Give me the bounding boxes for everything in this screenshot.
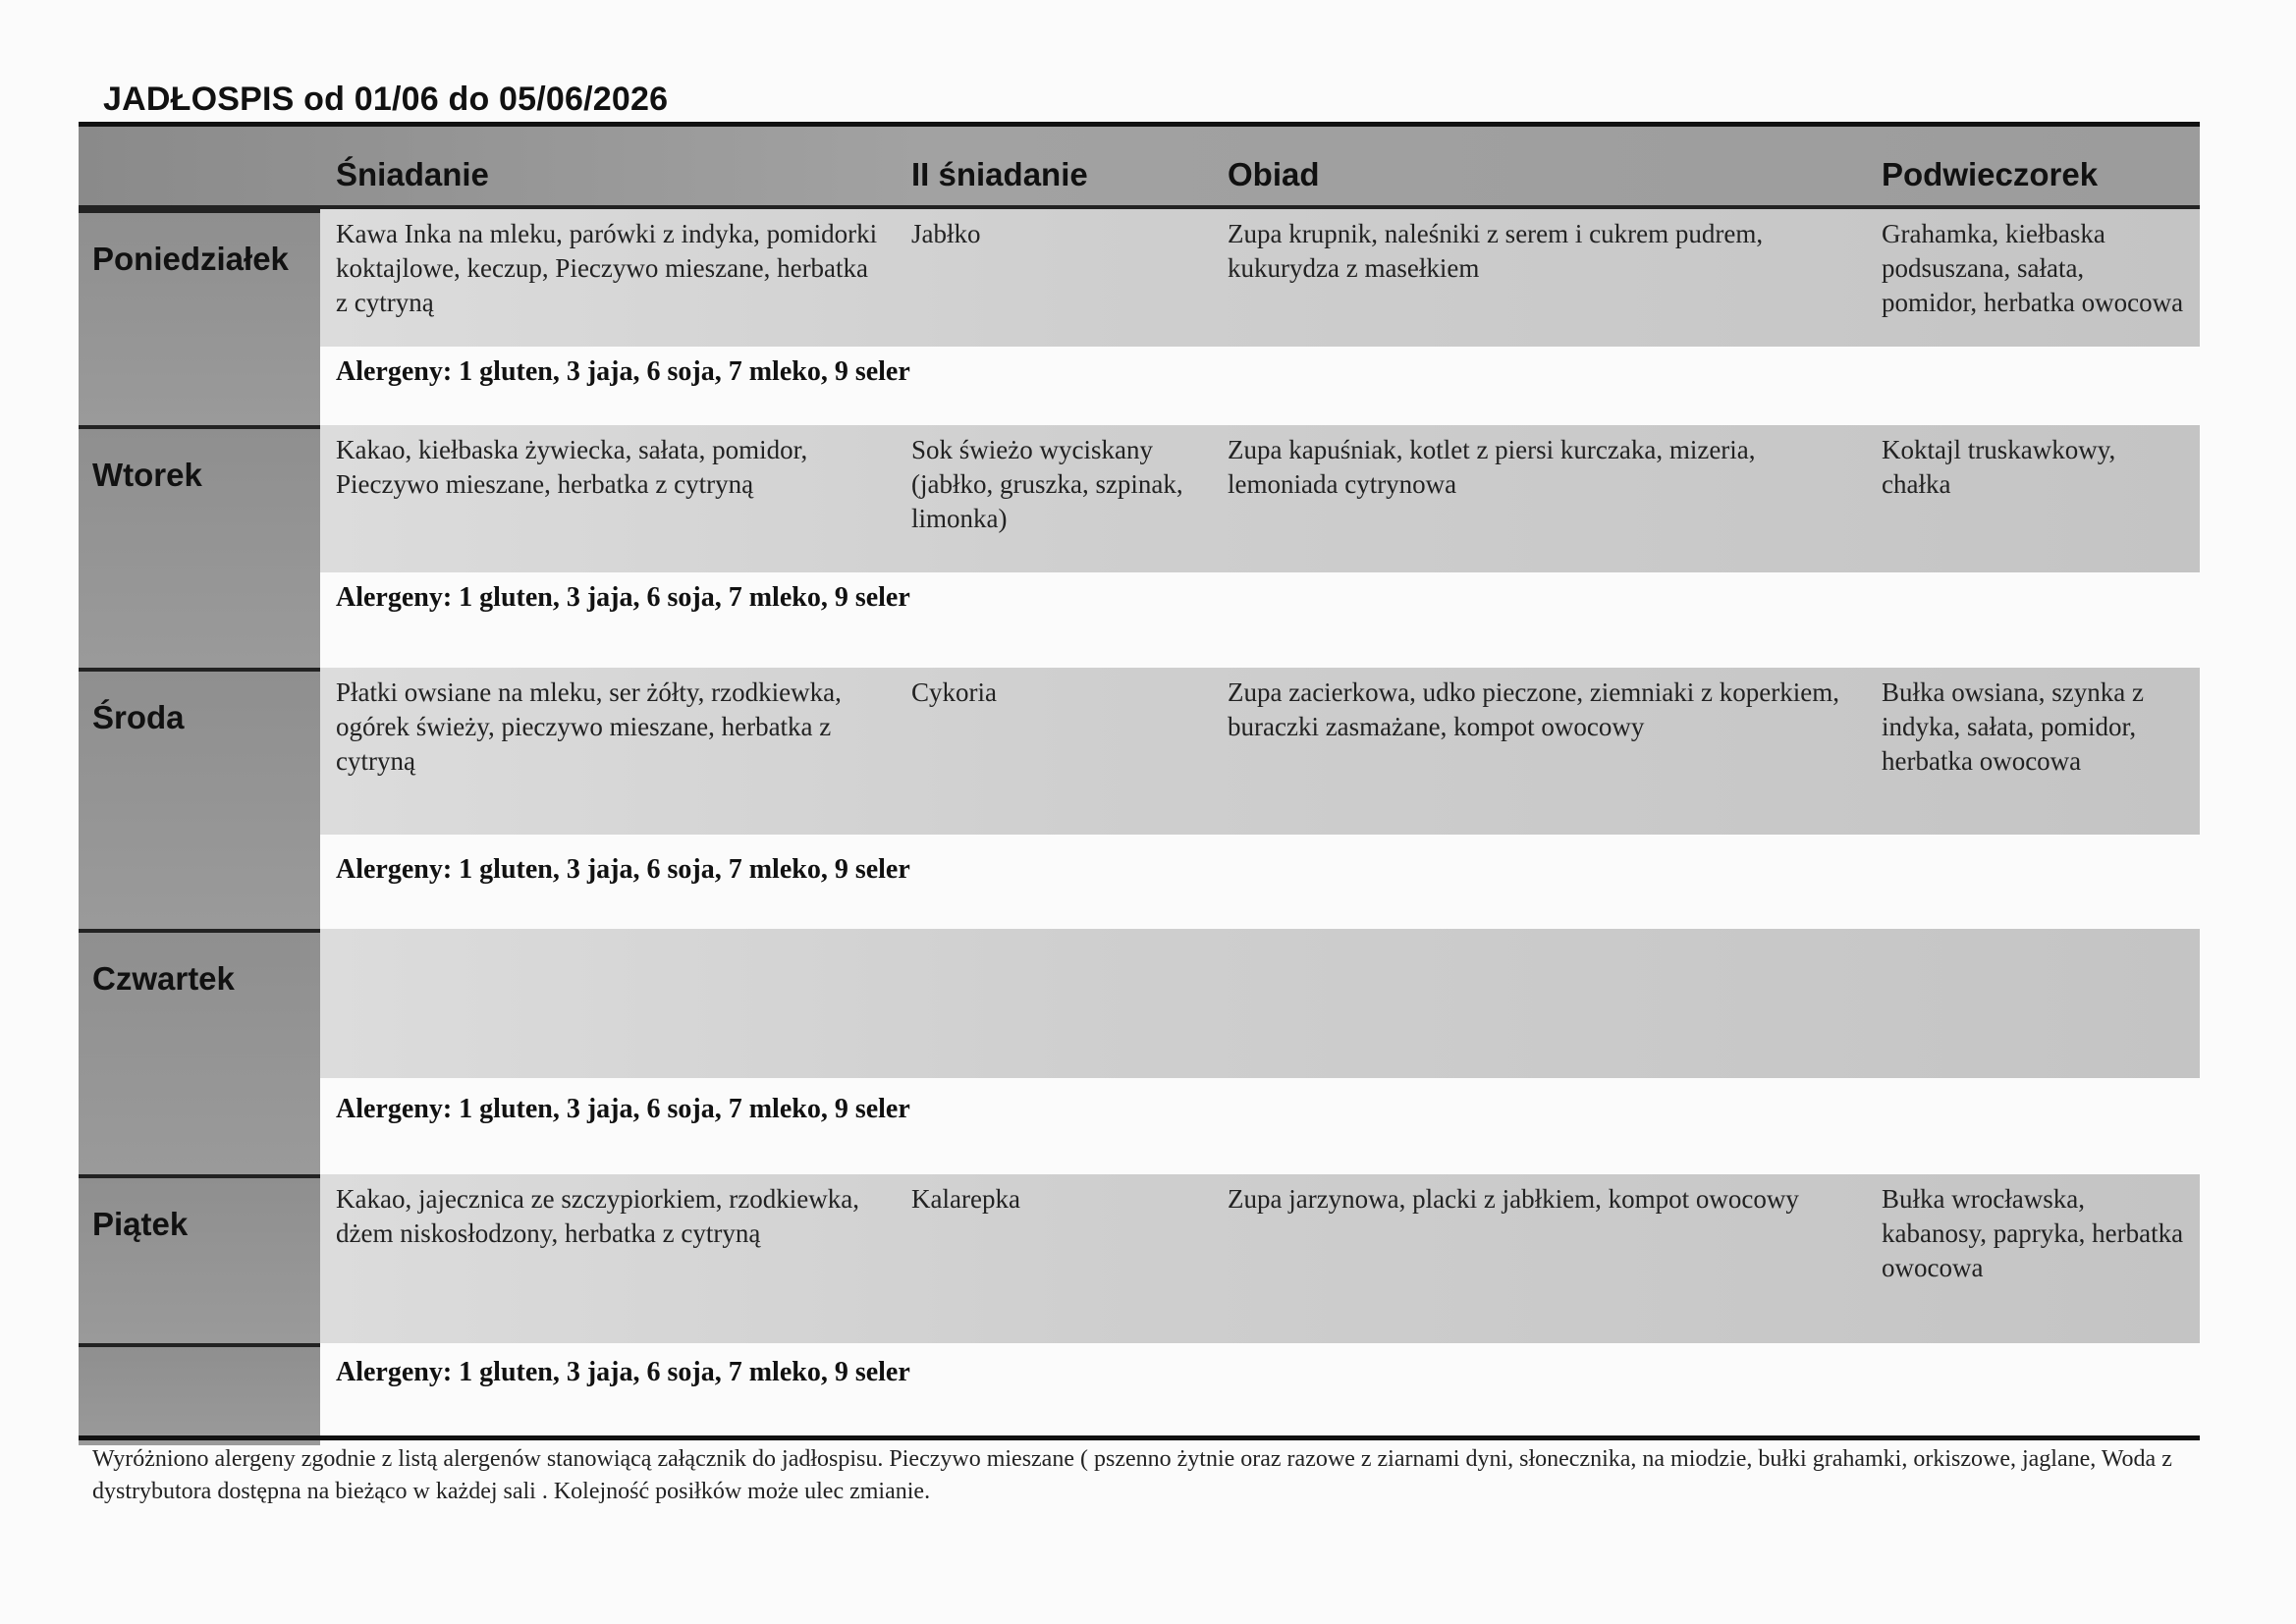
day-row-poniedzialek <box>79 209 2200 425</box>
day-name: Środa <box>92 699 185 735</box>
day-row-sroda <box>79 668 2200 929</box>
cell-obiad: Zupa jarzynowa, placki z jabłkiem, kompot owocowy <box>1228 1184 1799 1214</box>
day-label-piatek <box>79 1174 320 1343</box>
cell-obiad: Zupa krupnik, naleśniki z serem i cukrem pudrem, kukurydza z masełkiem <box>1228 219 1764 283</box>
day-row-piatek <box>79 1174 2200 1343</box>
day-row-czwartek <box>79 929 2200 1174</box>
meal-band <box>320 209 2200 347</box>
meal-band <box>320 425 2200 572</box>
column-header-podwieczorek: Podwieczorek <box>1882 156 2099 192</box>
column-header-obiad: Obiad <box>1228 156 1320 192</box>
meal-band <box>320 668 2200 835</box>
allergen-note: Alergeny: 1 gluten, 3 jaja, 6 soja, 7 mleko, 9 seler <box>336 1357 910 1387</box>
allergen-note: Alergeny: 1 gluten, 3 jaja, 6 soja, 7 mleko, 9 seler <box>336 582 910 613</box>
column-header-ii-sniadanie: II śniadanie <box>911 156 1088 192</box>
cell-podwieczorek: Grahamka, kiełbaska podsuszana, sałata, pomidor, herbatka owocowa <box>1882 219 2184 317</box>
day-label-wtorek <box>79 425 320 668</box>
day-name: Wtorek <box>92 457 202 493</box>
cell-podwieczorek: Koktajl truskawkowy, chałka <box>1882 435 2116 499</box>
cell-ii-sniadanie: Kalarepka <box>911 1184 1020 1214</box>
day-name: Czwartek <box>92 960 235 997</box>
day-label-sroda <box>79 668 320 929</box>
meal-band <box>320 1174 2200 1343</box>
cell-ii-sniadanie: Cykoria <box>911 677 997 707</box>
table-header-row <box>79 122 2200 209</box>
cell-podwieczorek: Bułka owsiana, szynka z indyka, sałata, pomidor, herbatka owocowa <box>1882 677 2144 776</box>
day-row-wtorek <box>79 425 2200 668</box>
menu-table <box>79 122 2200 1445</box>
allergen-note: Alergeny: 1 gluten, 3 jaja, 6 soja, 7 mleko, 9 seler <box>336 356 910 387</box>
cell-ii-sniadanie: Jabłko <box>911 219 981 248</box>
day-label-czwartek <box>79 929 320 1174</box>
day-name: Piątek <box>92 1206 189 1242</box>
cell-sniadanie: Kakao, kiełbaska żywiecka, sałata, pomidor, Pieczywo mieszane, herbatka z cytryną <box>336 435 808 499</box>
cell-ii-sniadanie: Sok świeżo wyciskany (jabłko, gruszka, szpinak, limonka) <box>911 435 1183 533</box>
cell-obiad: Zupa zacierkowa, udko pieczone, ziemniaki z koperkiem, buraczki zasmażane, kompot owocowy <box>1228 677 1839 741</box>
cell-podwieczorek: Bułka wrocławska, kabanosy, papryka, herbatka owocowa <box>1882 1184 2184 1282</box>
column-header-sniadanie: Śniadanie <box>336 156 489 192</box>
cell-sniadanie: Kawa Inka na mleku, parówki z indyka, pomidorki koktajlowe, keczup, Pieczywo mieszane, herbatka z cytryną <box>336 219 878 317</box>
day-row-piatek-allergens <box>79 1343 2200 1445</box>
meal-band <box>320 929 2200 1078</box>
cell-obiad: Zupa kapuśniak, kotlet z piersi kurczaka, mizeria, lemoniada cytrynowa <box>1228 435 1756 499</box>
day-name: Poniedziałek <box>92 241 289 277</box>
day-label-empty <box>79 1343 320 1445</box>
footer-note: Wyróżniono alergeny zgodnie z listą alergenów stanowiącą załącznik do jadłospisu. Pieczywo mieszane ( pszenno żytnie oraz razowe z ziarnami dyni, słonecznika, na miodzie, bułki grahamki, orkiszowe, jaglane, Woda z dystrybutora dostępna na bieżąco w każdej sali . Kolejność posiłków może ulec zmianie. <box>92 1446 2172 1504</box>
cell-sniadanie: Płatki owsiane na mleku, ser żółty, rzodkiewka, ogórek świeży, pieczywo mieszane, herbatka z cytryną <box>336 677 842 776</box>
allergen-note: Alergeny: 1 gluten, 3 jaja, 6 soja, 7 mleko, 9 seler <box>336 1094 910 1124</box>
day-label-poniedzialek <box>79 209 320 425</box>
allergen-note: Alergeny: 1 gluten, 3 jaja, 6 soja, 7 mleko, 9 seler <box>336 854 910 885</box>
page-title: JADŁOSPIS od 01/06 do 05/06/2026 <box>103 81 669 118</box>
table-bottom-rule <box>79 1435 2200 1440</box>
cell-sniadanie: Kakao, jajecznica ze szczypiorkiem, rzodkiewka, dżem niskosłodzony, herbatka z cytryną <box>336 1184 859 1248</box>
